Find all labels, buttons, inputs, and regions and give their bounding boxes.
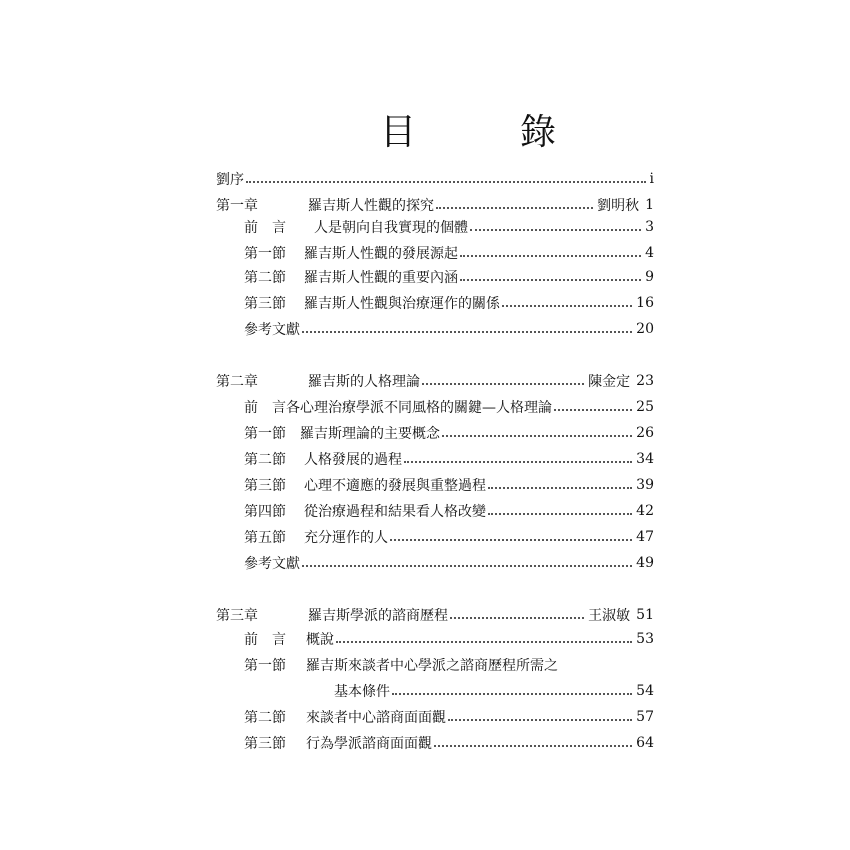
entry-page: 64: [636, 735, 654, 751]
entry-title: 從治療過程和結果看人格改變: [304, 504, 486, 520]
entry-title: 羅吉斯來談者中心學派之諮商歷程所需之: [306, 658, 558, 674]
entry-label: 第一節: [244, 246, 286, 262]
entry-title: 基本條件: [334, 684, 390, 700]
entry-title: 羅吉斯理論的主要概念: [300, 426, 440, 442]
dot-leader: [460, 255, 641, 257]
dot-leader: [434, 745, 632, 747]
dot-leader: [302, 331, 632, 333]
dot-leader: [246, 181, 646, 183]
entry-page: 42: [636, 503, 654, 519]
entry-label: 第二節: [244, 710, 286, 726]
toc-entry-section[interactable]: [244, 472, 654, 498]
entry-title: 來談者中心諮商面面觀: [306, 710, 446, 726]
entry-label: 參考文獻: [244, 556, 300, 572]
entry-title: 羅吉斯學派的諮商歷程: [308, 608, 448, 624]
entry-label: 劉序: [216, 172, 244, 188]
entry-label: 第三章: [216, 608, 258, 624]
entry-label: 第五節: [244, 530, 286, 546]
entry-label: 前 言: [244, 220, 286, 236]
entry-label: 第一章: [216, 198, 258, 214]
entry-page: 54: [636, 683, 654, 699]
entry-author: 王淑敏: [588, 608, 631, 624]
dot-leader: [448, 719, 632, 721]
toc-entry-section[interactable]: [244, 446, 654, 472]
entry-page: 51: [636, 607, 654, 623]
dot-leader: [436, 207, 593, 209]
dot-leader: [488, 487, 632, 489]
toc-entry-section[interactable]: [244, 290, 654, 316]
entry-label: 第四節: [244, 504, 286, 520]
entry-page: 3: [645, 219, 654, 235]
entry-page: i: [649, 171, 654, 187]
toc-entry-references[interactable]: [244, 550, 654, 576]
toc-entry-chapter-3[interactable]: [216, 602, 654, 628]
entry-page: 25: [636, 399, 654, 415]
dot-leader: [422, 383, 584, 385]
entry-label: 第二節: [244, 270, 286, 286]
entry-page: 16: [636, 295, 654, 311]
entry-title: 羅吉斯人性觀的發展源起: [304, 246, 458, 262]
entry-title: 概說: [306, 632, 334, 648]
toc-entry-references[interactable]: [244, 316, 654, 342]
entry-author: 陳金定: [588, 374, 631, 390]
entry-page: 34: [636, 451, 654, 467]
dot-leader: [442, 435, 632, 437]
toc-entry-section[interactable]: [244, 652, 654, 678]
entry-title: 人是朝向自我實現的個體: [314, 220, 468, 236]
dot-leader: [488, 513, 632, 515]
entry-title: 羅吉斯的人格理論: [308, 374, 420, 390]
entry-title: 人格發展的過程: [304, 452, 402, 468]
dot-leader: [336, 641, 632, 643]
dot-leader: [302, 565, 632, 567]
entry-label: 參考文獻: [244, 322, 300, 338]
dot-leader: [450, 617, 584, 619]
entry-label: 第三節: [244, 736, 286, 752]
toc-entry-section[interactable]: [244, 626, 654, 652]
toc-entry-section[interactable]: [244, 264, 654, 290]
entry-author: 劉明秋: [597, 198, 640, 214]
entry-label: 第二節: [244, 452, 286, 468]
dot-leader: [470, 229, 641, 231]
entry-page: 26: [636, 425, 654, 441]
toc-entry-section[interactable]: [244, 420, 654, 446]
entry-page: 49: [636, 555, 654, 571]
entry-title: 各心理治療學派不同風格的關鍵—人格理論: [286, 400, 552, 416]
entry-title: 心理不適應的發展與重整過程: [304, 478, 486, 494]
entry-label: 第一節: [244, 658, 286, 674]
entry-label: 第三節: [244, 296, 286, 312]
entry-title: 行為學派諮商面面觀: [306, 736, 432, 752]
toc-entry-section[interactable]: [244, 704, 654, 730]
dot-leader: [392, 693, 632, 695]
toc-entry-preface[interactable]: [216, 166, 654, 192]
toc-entry-section[interactable]: [244, 394, 654, 420]
dot-leader: [502, 305, 632, 307]
entry-page: 1: [645, 197, 654, 213]
entry-page: 57: [636, 709, 654, 725]
toc-entry-section[interactable]: [244, 240, 654, 266]
entry-label: 第三節: [244, 478, 286, 494]
entry-page: 9: [645, 269, 654, 285]
entry-page: 53: [636, 631, 654, 647]
entry-label: 第二章: [216, 374, 258, 390]
entry-label: 前 言: [244, 632, 286, 648]
entry-label: 第一節: [244, 426, 286, 442]
entry-title: 羅吉斯人性觀與治療運作的關係: [304, 296, 500, 312]
dot-leader: [390, 539, 632, 541]
page-title: 目 錄: [380, 112, 591, 153]
toc-entry-chapter-2[interactable]: [216, 368, 654, 394]
entry-title: 羅吉斯人性觀的重要內涵: [304, 270, 458, 286]
toc-entry-section[interactable]: [244, 214, 654, 240]
entry-page: 23: [636, 373, 654, 389]
toc-entry-section[interactable]: [244, 730, 654, 756]
entry-page: 4: [645, 245, 654, 261]
dot-leader: [404, 461, 632, 463]
toc-entry-section[interactable]: [244, 498, 654, 524]
entry-title: 充分運作的人: [304, 530, 388, 546]
entry-page: 47: [636, 529, 654, 545]
entry-label: 前 言: [244, 400, 286, 416]
toc-entry-section[interactable]: [244, 524, 654, 550]
toc-entry-continuation[interactable]: [334, 678, 654, 704]
entry-title: 羅吉斯人性觀的探究: [308, 198, 434, 214]
entry-page: 39: [636, 477, 654, 493]
entry-page: 20: [636, 321, 654, 337]
dot-leader: [460, 279, 641, 281]
dot-leader: [554, 409, 632, 411]
